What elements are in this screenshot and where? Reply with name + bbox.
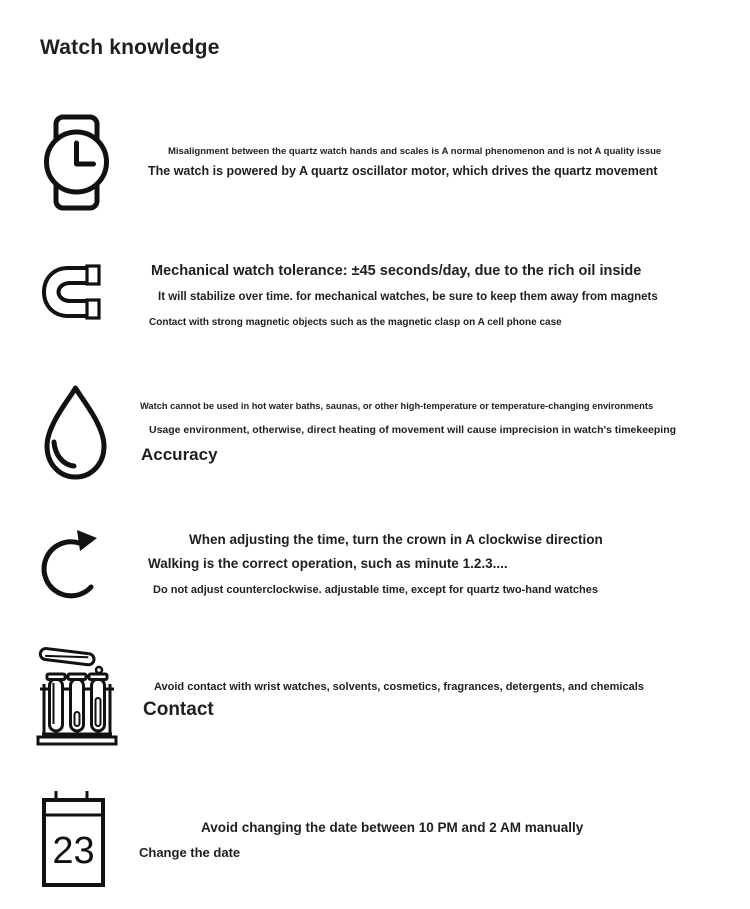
section-quartz-line-1: Misalignment between the quartz watch hands and scales is A normal phenomenon and is not A quality issue bbox=[168, 146, 662, 157]
water-drop-icon bbox=[40, 384, 111, 482]
section-adjust-line-2: Walking is the correct operation, such as minute 1.2.3.... bbox=[148, 556, 508, 571]
section-magnet-line-3: Contact with strong magnetic objects such as the magnetic clasp on A cell phone case bbox=[149, 317, 562, 328]
section-contact-heading: Contact bbox=[143, 699, 214, 720]
page-title: Watch knowledge bbox=[40, 36, 220, 59]
section-magnet-line-2: It will stabilize over time. for mechanical watches, be sure to keep them away from magnets bbox=[158, 291, 658, 303]
section-accuracy-heading: Accuracy bbox=[141, 445, 218, 464]
section-accuracy-line-2: Usage environment, otherwise, direct heating of movement will cause imprecision in watch's timekeeping bbox=[149, 424, 677, 436]
section-adjust-line-3: Do not adjust counterclockwise. adjustable time, except for quartz two-hand watches bbox=[153, 584, 598, 596]
calendar-icon bbox=[42, 791, 105, 888]
watch-icon bbox=[40, 114, 113, 211]
section-accuracy-line-1: Watch cannot be used in hot water baths, saunas, or other high-temperature or temperature-changing environments bbox=[140, 401, 654, 411]
magnet-icon bbox=[40, 264, 106, 320]
test-tubes-icon bbox=[36, 646, 118, 746]
section-magnet-line-1: Mechanical watch tolerance: ±45 seconds/day, due to the rich oil inside bbox=[151, 263, 642, 279]
section-adjust-line-1: When adjusting the time, turn the crown in A clockwise direction bbox=[189, 532, 603, 547]
section-contact-line-1: Avoid contact with wrist watches, solvents, cosmetics, fragrances, detergents, and chemicals bbox=[154, 681, 644, 693]
section-date-line-2: Change the date bbox=[139, 845, 241, 860]
calendar-date-number: 23 bbox=[52, 830, 95, 872]
section-date-line-1: Avoid changing the date between 10 PM and 2 AM manually bbox=[201, 820, 584, 835]
clockwise-arrow-icon bbox=[35, 524, 102, 606]
section-quartz-line-2: The watch is powered by A quartz oscillator motor, which drives the quartz movement bbox=[148, 164, 658, 178]
